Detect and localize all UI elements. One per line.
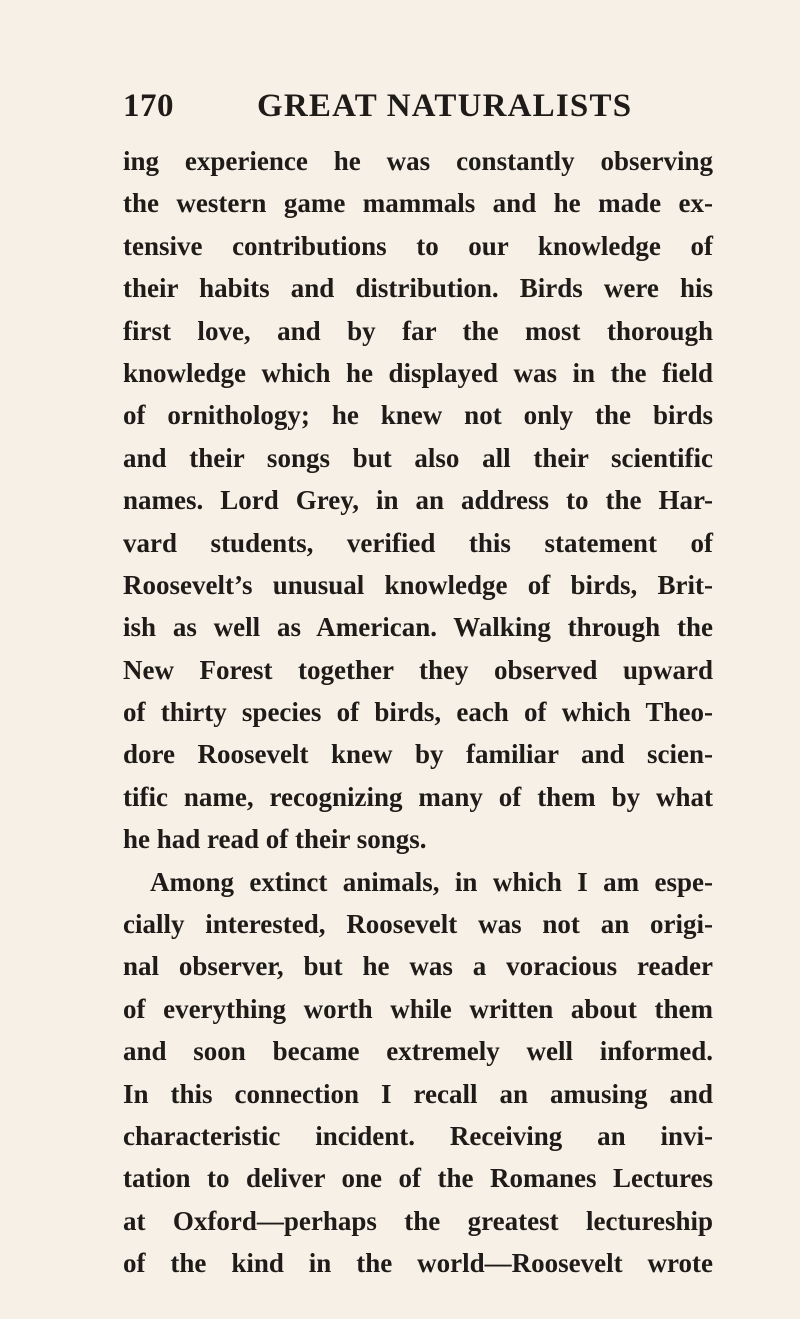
page-number: 170 [123, 88, 174, 124]
text-line: vard students, verified this statement of [123, 527, 713, 558]
text-line: knowledge which he displayed was in the field [123, 357, 713, 388]
text-line: New Forest together they observed upward [123, 654, 713, 685]
text-line: of the kind in the world—Roosevelt wrote [123, 1248, 713, 1279]
text-line: ish as well as American. Walking through the [123, 612, 713, 643]
body-text [123, 140, 713, 1285]
text-line: ing experience he was constantly observing [123, 146, 713, 176]
text-line: nal observer, but he was a voracious reader [123, 951, 713, 982]
text-line: of everything worth while written about them [123, 993, 713, 1024]
text-line: of thirty species of birds, each of which Theo- [123, 697, 713, 728]
text-line: the western game mammals and he made ex- [123, 188, 713, 219]
running-head [123, 86, 713, 126]
text-line: their habits and distribution. Birds were his [123, 273, 713, 304]
text-line: In this connection I recall an amusing and [123, 1078, 713, 1109]
text-line: tensive contributions to our knowledge of [123, 230, 713, 261]
text-line: names. Lord Grey, in an address to the Har- [123, 485, 713, 516]
text-line: at Oxford—perhaps the greatest lectureship [123, 1205, 713, 1236]
paragraph-first-line: Among extinct animals, in which I am espe- [150, 866, 713, 897]
running-title: GREAT NATURALISTS [257, 88, 633, 124]
text-line: and their songs but also all their scientific [123, 442, 713, 473]
text-line: tific name, recognizing many of them by what [123, 781, 713, 812]
text-line: Roosevelt’s unusual knowledge of birds, Brit- [123, 569, 713, 600]
text-line: tation to deliver one of the Romanes Lectures [123, 1163, 713, 1194]
text-line: characteristic incident. Receiving an invi- [123, 1120, 713, 1151]
paragraph-end-line: he had read of their songs. [123, 824, 427, 855]
text-line: cially interested, Roosevelt was not an origi- [123, 909, 713, 940]
text-line: dore Roosevelt knew by familiar and scien- [123, 739, 713, 770]
text-line: of ornithology; he knew not only the birds [123, 400, 713, 431]
text-line: first love, and by far the most thorough [123, 315, 713, 346]
text-line: and soon became extremely well informed. [123, 1036, 713, 1067]
